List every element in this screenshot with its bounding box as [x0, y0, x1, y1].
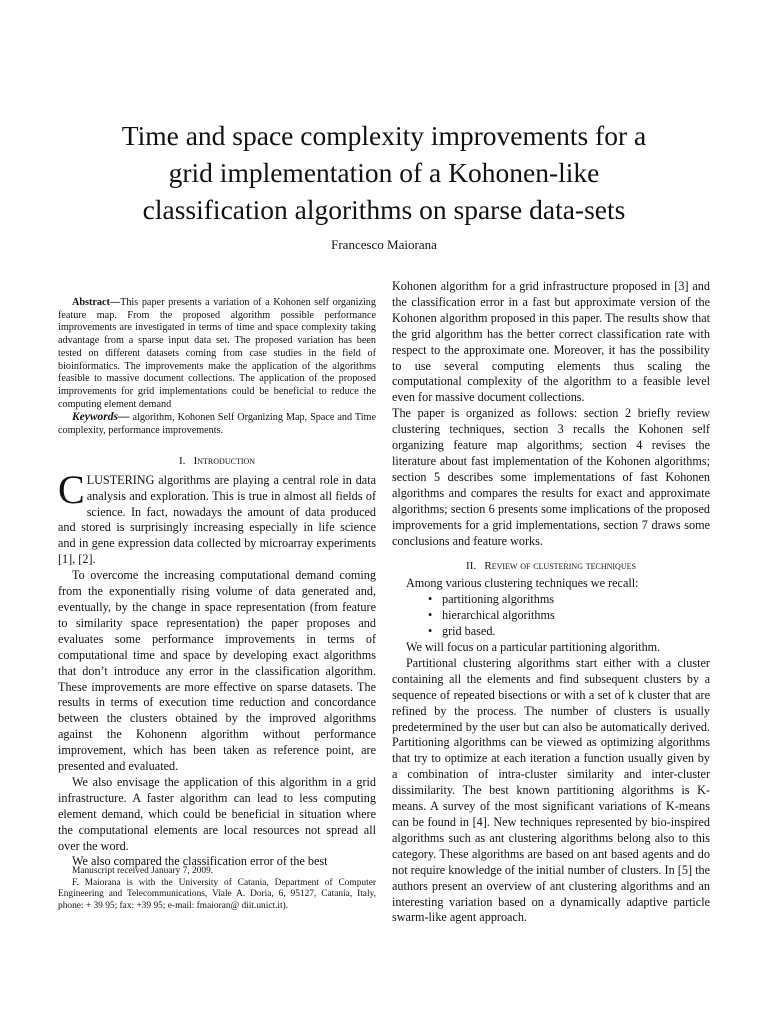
paper-title	[60, 117, 708, 228]
abstract-label: Abstract—	[72, 297, 121, 308]
list-item: • hierarchical algorithms	[428, 608, 710, 624]
title-line: grid implementation of a Kohonen-like	[168, 157, 600, 188]
drop-cap: C	[58, 466, 85, 512]
list-item: • grid based.	[428, 624, 710, 640]
footnote	[58, 866, 376, 912]
left-column	[58, 297, 376, 870]
abstract	[58, 297, 376, 411]
right-column	[392, 279, 710, 926]
title-line: Time and space complexity improvements for a	[121, 120, 647, 151]
section-title: Review of clustering techniques	[484, 560, 636, 573]
footnote-line: F. Maiorana is with the University of Catania, Department of Computer Engineering and Telecommunications, Viale A. Doria, 6, 95127, Catania, Italy, phone: + 39 95; fax: +39 95; e-mail: fmaioran@ diit.unict.it).	[58, 877, 376, 911]
body-paragraph: Kohonen algorithm for a grid infrastructure proposed in [3] and the classification error in a fast but approximate version of the Kohonen algorithm proposed in this paper. The results show that the grid algorithm has the better correct classification rate with respect to the approximate one. Moreover, it has the possibility to use several computing elements thus scaling the computational complexity of the algorithm to a feasible level even for massive document collections.	[392, 279, 710, 405]
author-name: Francesco Maiorana	[331, 237, 437, 252]
body-paragraph: Among various clustering techniques we recall:	[406, 576, 639, 591]
keywords	[58, 411, 376, 437]
list-item: • partitioning algorithms	[428, 592, 710, 608]
section-numeral: II.	[466, 560, 477, 573]
body-paragraph: Partitional clustering algorithms start either with a cluster containing all the elements and find subsequent clusters by a sequence of repeated bisections or with a set of k cluster that are refined by the process. The number of clusters is usually predetermined by the user but can also be automatically derived. Partitioning algorithms can be viewed as optimizing algorithms that try to optimize at each iteration a function usually given by a combination of intra-cluster similarity and inter-cluster dissimilarity. The best known partitioning algorithms is K-means. A survey of the most significant variations of K-means can be found in [4]. New techniques represented by bio-inspired algorithms such as ant clustering algorithms belong also to this category. These algorithms are based on ant based agents and do not require knowledge of the initial number of clusters. In [5] the authors present an overview of ant clustering algorithms and an interesting variation based on a dynamically adaptive particle swarm-like agent approach.	[392, 655, 710, 925]
footnote-line: Manuscript received January 7, 2009.	[72, 866, 214, 876]
section-heading-introduction	[58, 454, 376, 468]
paragraph-text: LUSTERING algorithms are playing a central role in data analysis and exploration. This is true in almost all fields of science. In fact, nowadays the amount of data produced and stored is surprisingly increasing especially in life science and in gene expression data collected by microarray experiments [1], [2].	[58, 472, 376, 567]
body-paragraph: The paper is organized as follows: section 2 briefly review clustering techniques, section 3 recalls the Kohonen self organizing feature map algorithms; section 4 revises the literature about fast implementation of the Kohonen algorithms; section 5 describes some implementations of fast Kohonen algorithms and compares the results for exact and approximate algorithms; section 6 presents some implications of the proposed improvements for a grid implementations, section 7 draws some conclusions and feature works.	[392, 406, 710, 548]
body-paragraph: We also compared the classification error of the best	[72, 854, 328, 869]
title-line: classification algorithms on sparse data-sets	[142, 194, 626, 225]
body-paragraph: We also envisage the application of this algorithm in a grid infrastructure. A faster algorithm can lead to less computing element demand, which could be beneficial in situation where the computational elements are local resources not spread all over the word.	[58, 774, 376, 853]
keywords-label: Keywords—	[72, 411, 130, 424]
section-title: Introduction	[193, 454, 256, 467]
abstract-text: This paper presents a variation of a Kohonen self organizing feature map. From the proposed algorithm possible performance improvements are investigated in terms of time and space complexity taking advantage from a sparse input data set. The proposed variation has been tested on different datasets coming from case studies in the field of bioinformatics. The improvements make the application of the algorithms feasible to massive document collections. The application of the proposed improvements for grid implementations could be beneficial to reduce the computing element demand	[58, 297, 376, 410]
keywords-text: algorithm, Kohonen Self Organizing Map, Space and Time complexity, performance improvements.	[58, 412, 376, 437]
technique-list	[392, 592, 710, 640]
section-numeral: I.	[178, 454, 186, 467]
section-heading-review	[392, 559, 710, 573]
body-paragraph: We will focus on a particular partitioning algorithm.	[406, 640, 661, 655]
body-paragraph: To overcome the increasing computational demand coming from the exponentially rising volume of data generated and, eventually, by the change in space representation (from feature to similarity space representation) the paper proposes and evaluates some performance improvements in terms of computational time and space by developing exact algorithms that don’t introduce any error in the classification algorithm. These improvements are more effective on sparse datasets. The results in terms of execution time reduction and concordance between the clusters obtained by the improved algorithms against the Kohonenn algorithm without performance improvement, which has been taken as reference point, are presented and evaluated.	[58, 568, 376, 774]
body-paragraph	[58, 466, 376, 568]
